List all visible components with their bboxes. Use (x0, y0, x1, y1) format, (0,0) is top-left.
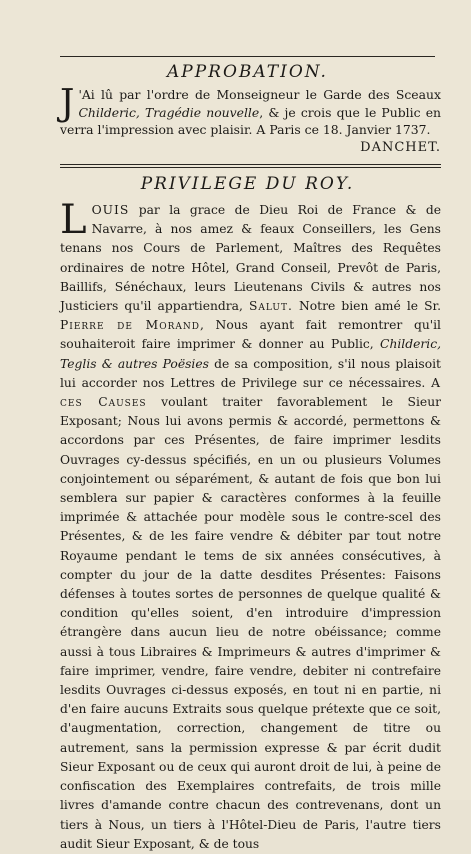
section-rule-double (60, 167, 441, 168)
approbation-text-part-3: , & je crois que le Public en verra l'impression avec plaisir. A Paris ce 18. Janvier 1737. (60, 104, 442, 137)
privilege-segment: , Nous ayant fait remontrer qu'il souhaiteroit faire imprimer & donner au Public, (60, 318, 441, 352)
privilege-segment: A ces Causes (60, 375, 441, 410)
approbation-title-italic: Childeric, Tragédie nouvelle (78, 104, 260, 120)
privilege-segment: de sa composition, s'il nous plaisoit lui accorder nos Lettres de Privilege sur ce nécessaires. (60, 356, 441, 390)
top-rule (60, 56, 435, 57)
approbation-heading: APPROBATION. (167, 62, 328, 82)
privilege-segment: OUIS (91, 203, 130, 217)
privilege-heading: PRIVILEGE DU ROY. (140, 174, 355, 194)
privilege-segment: Pierre de Morand (60, 318, 200, 333)
privilege-dropcap: L (60, 197, 87, 243)
privilege-segment: Notre bien amé le Sr. (292, 299, 441, 314)
privilege-segment: voulant traiter favorablement le Sieur Exposant; Nous lui avons permis & accordé, permettons & accordons par ces Présentes, de faire imprimer lesdits Ouvrages cy-dessus spécifiés, en un ou plusieurs Volumes conjointement ou séparément, & autant de fois que bon lui semblera sur papier & caractères conformes à la feuille imprimée & attachée pour modèle sous le contre-scel des Présentes, & de les faire vendre & débiter par tout notre Royaume pendant le tems de six années consécutives, à compter du jour de la datte desdites Présentes: Faisons défenses à toutes sortes de personnes de quelque qualité & condition qu'elles soient, d'en introduire d'impression étrangère dans aucun lieu de notre obéissance; comme aussi à tous Libraires & Imprimeurs & autres d'imprimer & faire imprimer, vendre, faire vendre, debiter ni contrefaire lesdits Ouvrages ci-dessus exposés, en tout ni en partie, ni d'en faire aucuns Extraits sous quelque prétexte que ce soit, d'augmentation, correction, changement de titre ou autrement, sans la permission expresse & par écrit dudit Sieur Exposant ou de ceux qui auront droit de lui, à peine de confiscation des Exemplaires contrefaits, de trois mille livres d'amande contre chacun des contrevenans, dont un tiers à Nous, un tiers à l'Hôtel-Dieu de Paris, l'autre tiers audit Sieur Exposant, & de tous (60, 395, 441, 851)
privilege-text (60, 197, 441, 854)
approbation-signature: DANCHET. (360, 140, 441, 155)
section-rule (60, 164, 441, 165)
approbation-text (60, 83, 442, 139)
approbation-text-part-1: 'Ai lû par l'ordre de Monseigneur le Garde des Sceaux (78, 87, 441, 102)
privilege-segment: par la grace de Dieu Roi de France & de Navarre, à nos amez & feaux Conseillers, les Gens tenans nos Cours de Parlement, Maîtres des Requêtes ordinaires de notre Hôtel, Grand Conseil, Prevôt de Paris, Baillifs, Sénéchaux, leurs Lieutenans Civils & autres nos Justiciers qu'il appartiendra, (60, 203, 441, 314)
privilege-segment: Salut. (249, 299, 293, 314)
privilege-segment: Childeric, Teglis & autres Poësies (60, 337, 441, 371)
approbation-dropcap: J (60, 83, 75, 124)
